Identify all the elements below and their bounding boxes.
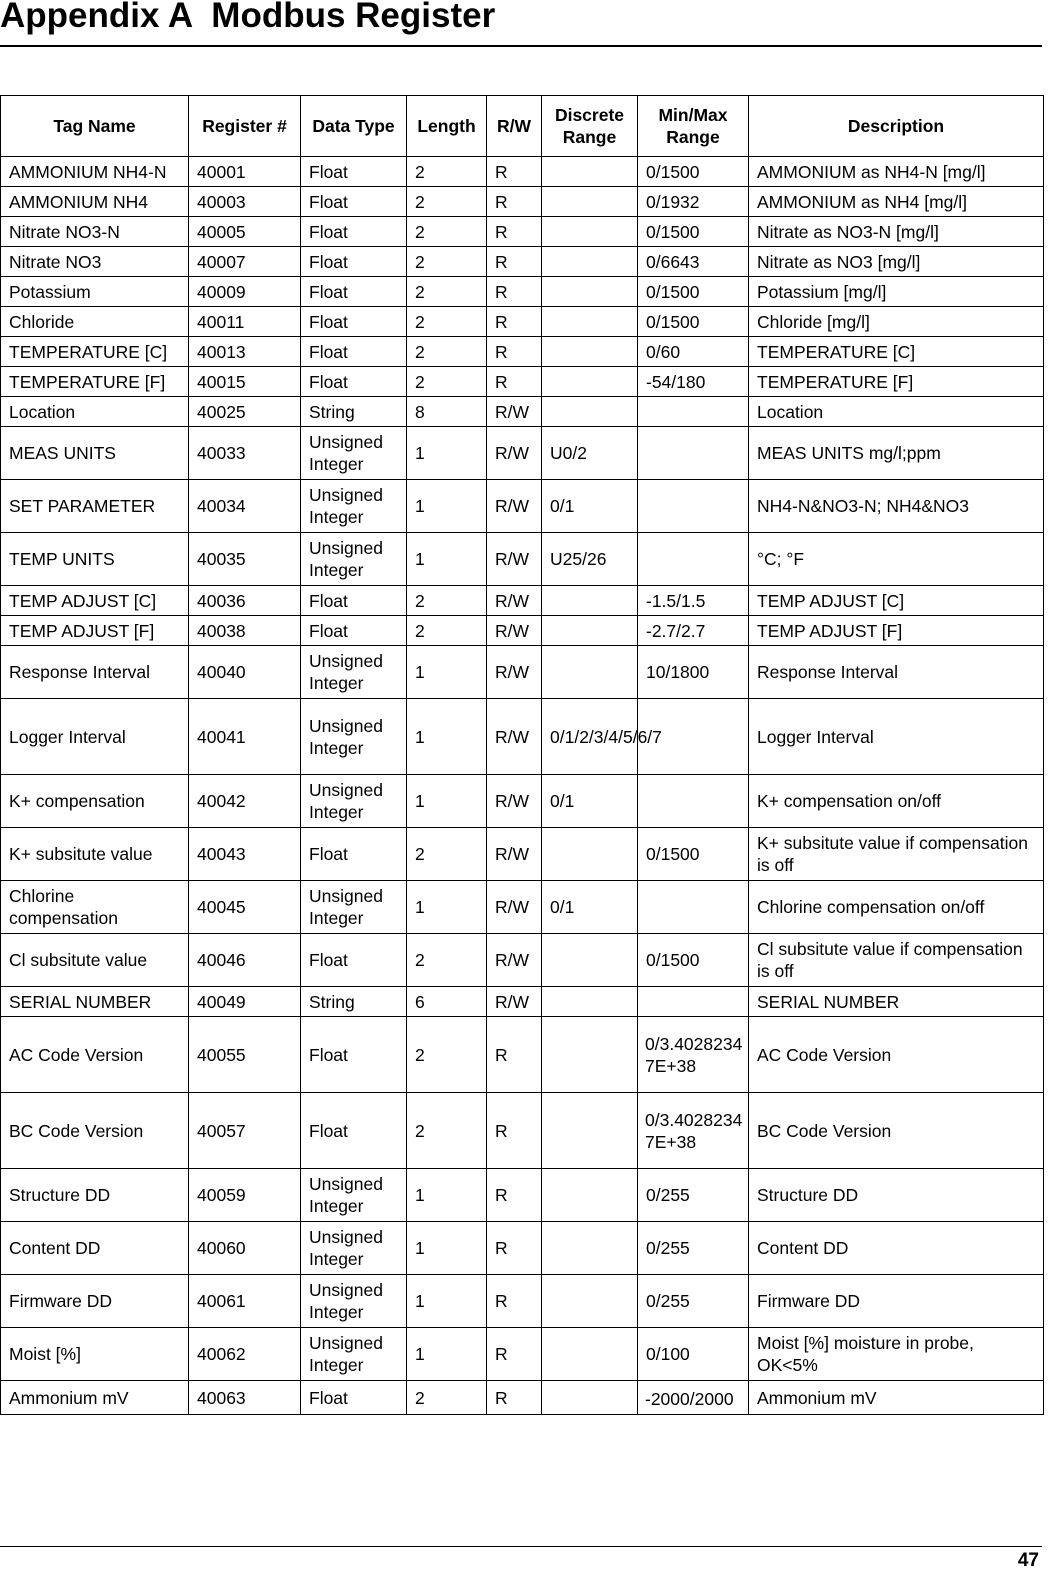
- cell-tag-name: K+ subsitute value: [1, 828, 189, 881]
- cell-min-max-range: 0/255: [638, 1169, 749, 1222]
- cell-data-type: Float: [301, 337, 407, 367]
- cell-description: Logger Interval: [749, 699, 1044, 775]
- cell-length: 1: [407, 646, 487, 699]
- cell-description: Content DD: [749, 1222, 1044, 1275]
- cell-description: Nitrate as NO3 [mg/l]: [749, 247, 1044, 277]
- cell-tag-name: TEMP UNITS: [1, 533, 189, 586]
- cell-register: 40005: [189, 217, 301, 247]
- cell-min-max-range: -54/180: [638, 367, 749, 397]
- cell-register: 40057: [189, 1093, 301, 1169]
- cell-description: °C; °F: [749, 533, 1044, 586]
- cell-length: 1: [407, 1328, 487, 1381]
- cell-discrete-range: U0/2: [542, 427, 638, 480]
- cell-tag-name: TEMP ADJUST [C]: [1, 586, 189, 616]
- table-row: [1, 699, 1044, 775]
- cell-description: K+ compensation on/off: [749, 775, 1044, 828]
- cell-data-type: Float: [301, 367, 407, 397]
- cell-tag-name: SET PARAMETER: [1, 480, 189, 533]
- cell-rw: R/W: [487, 480, 542, 533]
- cell-description: AMMONIUM as NH4 [mg/l]: [749, 187, 1044, 217]
- cell-description: Nitrate as NO3-N [mg/l]: [749, 217, 1044, 247]
- cell-min-max-range: 0/3.40282347E+38: [638, 1017, 749, 1093]
- cell-data-type: Unsigned Integer: [301, 1328, 407, 1381]
- cell-discrete-range: [542, 157, 638, 187]
- cell-description: TEMPERATURE [C]: [749, 337, 1044, 367]
- modbus-register-table: [0, 95, 1044, 1415]
- cell-register: 40003: [189, 187, 301, 217]
- cell-register: 40061: [189, 1275, 301, 1328]
- cell-rw: R/W: [487, 987, 542, 1017]
- cell-min-max-range: [638, 427, 749, 480]
- cell-tag-name: TEMP ADJUST [F]: [1, 616, 189, 646]
- cell-tag-name: Chlorine compensation: [1, 881, 189, 934]
- cell-description: Moist [%] moisture in probe, OK<5%: [749, 1328, 1044, 1381]
- cell-min-max-range: 0/1500: [638, 828, 749, 881]
- cell-min-max-range: [638, 775, 749, 828]
- cell-min-max-range: -2.7/2.7: [638, 616, 749, 646]
- cell-length: 1: [407, 881, 487, 934]
- cell-tag-name: Cl subsitute value: [1, 934, 189, 987]
- cell-min-max-range: -1.5/1.5: [638, 586, 749, 616]
- cell-description: TEMPERATURE [F]: [749, 367, 1044, 397]
- table-row: [1, 1328, 1044, 1381]
- cell-data-type: Unsigned Integer: [301, 533, 407, 586]
- cell-description: Firmware DD: [749, 1275, 1044, 1328]
- cell-discrete-range: [542, 616, 638, 646]
- table-row: [1, 1381, 1044, 1415]
- cell-discrete-range: [542, 987, 638, 1017]
- cell-tag-name: Response Interval: [1, 646, 189, 699]
- cell-register: 40038: [189, 616, 301, 646]
- cell-data-type: Float: [301, 1381, 407, 1415]
- table-row: [1, 187, 1044, 217]
- cell-min-max-range: 0/60: [638, 337, 749, 367]
- cell-tag-name: Location: [1, 397, 189, 427]
- cell-tag-name: TEMPERATURE [F]: [1, 367, 189, 397]
- cell-register: 40041: [189, 699, 301, 775]
- cell-length: 1: [407, 1222, 487, 1275]
- cell-data-type: Float: [301, 217, 407, 247]
- cell-rw: R: [487, 247, 542, 277]
- cell-length: 2: [407, 247, 487, 277]
- cell-data-type: Unsigned Integer: [301, 1169, 407, 1222]
- cell-data-type: Unsigned Integer: [301, 775, 407, 828]
- cell-discrete-range: [542, 1093, 638, 1169]
- cell-tag-name: BC Code Version: [1, 1093, 189, 1169]
- cell-length: 2: [407, 277, 487, 307]
- cell-discrete-range: [542, 1017, 638, 1093]
- cell-discrete-range: 0/1: [542, 881, 638, 934]
- table-row: [1, 533, 1044, 586]
- cell-tag-name: Potassium: [1, 277, 189, 307]
- cell-register: 40059: [189, 1169, 301, 1222]
- cell-data-type: Float: [301, 187, 407, 217]
- cell-register: 40035: [189, 533, 301, 586]
- cell-discrete-range: [542, 1381, 638, 1415]
- cell-min-max-range: 0/1500: [638, 934, 749, 987]
- cell-rw: R/W: [487, 533, 542, 586]
- cell-description: K+ subsitute value if compensation is off: [749, 828, 1044, 881]
- cell-description: TEMP ADJUST [C]: [749, 586, 1044, 616]
- cell-discrete-range: [542, 1275, 638, 1328]
- cell-min-max-range: 0/255: [638, 1275, 749, 1328]
- table-row: [1, 247, 1044, 277]
- cell-length: 1: [407, 480, 487, 533]
- cell-tag-name: Moist [%]: [1, 1328, 189, 1381]
- header-data-type: Data Type: [301, 96, 407, 157]
- cell-description: Potassium [mg/l]: [749, 277, 1044, 307]
- cell-tag-name: AMMONIUM NH4: [1, 187, 189, 217]
- cell-register: 40063: [189, 1381, 301, 1415]
- table-row: [1, 987, 1044, 1017]
- cell-rw: R: [487, 1381, 542, 1415]
- cell-data-type: String: [301, 987, 407, 1017]
- cell-length: 2: [407, 934, 487, 987]
- footer-divider: [0, 1546, 1042, 1547]
- cell-length: 2: [407, 586, 487, 616]
- cell-data-type: Float: [301, 616, 407, 646]
- cell-data-type: Float: [301, 277, 407, 307]
- cell-length: 2: [407, 217, 487, 247]
- cell-register: 40049: [189, 987, 301, 1017]
- cell-description: Chloride [mg/l]: [749, 307, 1044, 337]
- cell-register: 40013: [189, 337, 301, 367]
- cell-data-type: String: [301, 397, 407, 427]
- cell-data-type: Unsigned Integer: [301, 646, 407, 699]
- cell-discrete-range: 0/1: [542, 775, 638, 828]
- cell-tag-name: Nitrate NO3-N: [1, 217, 189, 247]
- cell-rw: R: [487, 1093, 542, 1169]
- cell-rw: R/W: [487, 934, 542, 987]
- cell-register: 40011: [189, 307, 301, 337]
- cell-register: 40001: [189, 157, 301, 187]
- header-register: Register #: [189, 96, 301, 157]
- cell-register: 40007: [189, 247, 301, 277]
- table-row: [1, 1275, 1044, 1328]
- cell-description: SERIAL NUMBER: [749, 987, 1044, 1017]
- cell-length: 2: [407, 187, 487, 217]
- cell-length: 8: [407, 397, 487, 427]
- cell-register: 40033: [189, 427, 301, 480]
- cell-discrete-range: [542, 367, 638, 397]
- cell-tag-name: Logger Interval: [1, 699, 189, 775]
- cell-length: 2: [407, 157, 487, 187]
- cell-rw: R: [487, 337, 542, 367]
- table-row: [1, 586, 1044, 616]
- table-row: [1, 1093, 1044, 1169]
- cell-discrete-range: [542, 934, 638, 987]
- cell-rw: R: [487, 1328, 542, 1381]
- cell-discrete-range: 0/1: [542, 480, 638, 533]
- cell-data-type: Unsigned Integer: [301, 1275, 407, 1328]
- cell-rw: R: [487, 157, 542, 187]
- table-row: [1, 337, 1044, 367]
- table-row: [1, 397, 1044, 427]
- cell-min-max-range: 0/6643: [638, 247, 749, 277]
- cell-rw: R: [487, 1017, 542, 1093]
- cell-discrete-range: [542, 586, 638, 616]
- cell-length: 1: [407, 533, 487, 586]
- cell-length: 2: [407, 828, 487, 881]
- header-discrete-range: Discrete Range: [542, 96, 638, 157]
- cell-discrete-range: 0/1/2/3/4/5/6/7: [542, 699, 638, 775]
- cell-min-max-range: [638, 533, 749, 586]
- cell-data-type: Float: [301, 828, 407, 881]
- header-length: Length: [407, 96, 487, 157]
- cell-data-type: Float: [301, 586, 407, 616]
- cell-description: Location: [749, 397, 1044, 427]
- cell-length: 2: [407, 367, 487, 397]
- table-row: [1, 217, 1044, 247]
- cell-discrete-range: [542, 1222, 638, 1275]
- cell-length: 1: [407, 427, 487, 480]
- header-description: Description: [749, 96, 1044, 157]
- table-row: [1, 881, 1044, 934]
- cell-length: 6: [407, 987, 487, 1017]
- cell-register: 40009: [189, 277, 301, 307]
- cell-data-type: Unsigned Integer: [301, 480, 407, 533]
- cell-description: Chlorine compensation on/off: [749, 881, 1044, 934]
- table-row: [1, 1017, 1044, 1093]
- cell-discrete-range: [542, 828, 638, 881]
- cell-min-max-range: [638, 881, 749, 934]
- cell-discrete-range: U25/26: [542, 533, 638, 586]
- cell-rw: R/W: [487, 881, 542, 934]
- header-tag-name: Tag Name: [1, 96, 189, 157]
- table-row: [1, 1222, 1044, 1275]
- cell-rw: R/W: [487, 699, 542, 775]
- cell-register: 40046: [189, 934, 301, 987]
- cell-discrete-range: [542, 1328, 638, 1381]
- cell-discrete-range: [542, 307, 638, 337]
- cell-data-type: Float: [301, 934, 407, 987]
- cell-rw: R/W: [487, 775, 542, 828]
- header-min-max-range: Min/Max Range: [638, 96, 749, 157]
- cell-min-max-range: [638, 480, 749, 533]
- cell-min-max-range: [638, 397, 749, 427]
- cell-length: 2: [407, 1381, 487, 1415]
- cell-min-max-range: 0/100: [638, 1328, 749, 1381]
- cell-tag-name: Firmware DD: [1, 1275, 189, 1328]
- cell-data-type: Float: [301, 1093, 407, 1169]
- cell-description: AMMONIUM as NH4-N [mg/l]: [749, 157, 1044, 187]
- table-row: [1, 157, 1044, 187]
- cell-register: 40040: [189, 646, 301, 699]
- cell-tag-name: AC Code Version: [1, 1017, 189, 1093]
- cell-discrete-range: [542, 337, 638, 367]
- cell-tag-name: K+ compensation: [1, 775, 189, 828]
- table-header-row: [1, 96, 1044, 157]
- cell-rw: R: [487, 1275, 542, 1328]
- cell-data-type: Unsigned Integer: [301, 699, 407, 775]
- table-row: [1, 367, 1044, 397]
- cell-rw: R: [487, 1169, 542, 1222]
- cell-rw: R/W: [487, 397, 542, 427]
- cell-rw: R/W: [487, 828, 542, 881]
- cell-length: 2: [407, 1093, 487, 1169]
- cell-register: 40045: [189, 881, 301, 934]
- cell-min-max-range: 0/1932: [638, 187, 749, 217]
- cell-min-max-range: [638, 987, 749, 1017]
- table-row: [1, 828, 1044, 881]
- cell-data-type: Float: [301, 1017, 407, 1093]
- cell-tag-name: Chloride: [1, 307, 189, 337]
- cell-rw: R: [487, 367, 542, 397]
- cell-discrete-range: [542, 277, 638, 307]
- cell-length: 2: [407, 1017, 487, 1093]
- cell-tag-name: SERIAL NUMBER: [1, 987, 189, 1017]
- cell-register: 40036: [189, 586, 301, 616]
- cell-register: 40060: [189, 1222, 301, 1275]
- cell-rw: R: [487, 217, 542, 247]
- table-body: [1, 157, 1044, 1415]
- cell-min-max-range: 0/1500: [638, 217, 749, 247]
- cell-discrete-range: [542, 1169, 638, 1222]
- cell-tag-name: Nitrate NO3: [1, 247, 189, 277]
- cell-data-type: Float: [301, 247, 407, 277]
- cell-description: Cl subsitute value if compensation is off: [749, 934, 1044, 987]
- cell-register: 40043: [189, 828, 301, 881]
- cell-length: 2: [407, 307, 487, 337]
- cell-tag-name: AMMONIUM NH4-N: [1, 157, 189, 187]
- cell-register: 40034: [189, 480, 301, 533]
- cell-data-type: Float: [301, 157, 407, 187]
- cell-tag-name: Structure DD: [1, 1169, 189, 1222]
- cell-discrete-range: [542, 217, 638, 247]
- cell-length: 1: [407, 1275, 487, 1328]
- cell-data-type: Unsigned Integer: [301, 1222, 407, 1275]
- cell-rw: R: [487, 1222, 542, 1275]
- cell-description: Structure DD: [749, 1169, 1044, 1222]
- table-row: [1, 277, 1044, 307]
- cell-register: 40025: [189, 397, 301, 427]
- cell-discrete-range: [542, 397, 638, 427]
- table-row: [1, 616, 1044, 646]
- cell-rw: R/W: [487, 427, 542, 480]
- cell-discrete-range: [542, 187, 638, 217]
- title-divider: [0, 45, 1042, 47]
- cell-tag-name: TEMPERATURE [C]: [1, 337, 189, 367]
- cell-data-type: Unsigned Integer: [301, 881, 407, 934]
- cell-register: 40042: [189, 775, 301, 828]
- table-row: [1, 307, 1044, 337]
- cell-length: 1: [407, 1169, 487, 1222]
- cell-min-max-range: 0/1500: [638, 277, 749, 307]
- table-row: [1, 934, 1044, 987]
- table-row: [1, 775, 1044, 828]
- cell-discrete-range: [542, 247, 638, 277]
- cell-description: AC Code Version: [749, 1017, 1044, 1093]
- cell-length: 1: [407, 775, 487, 828]
- header-rw: R/W: [487, 96, 542, 157]
- cell-description: Ammonium mV: [749, 1381, 1044, 1415]
- cell-register: 40055: [189, 1017, 301, 1093]
- page-title: Appendix A Modbus Register: [0, 0, 496, 35]
- cell-description: Response Interval: [749, 646, 1044, 699]
- cell-description: NH4-N&NO3-N; NH4&NO3: [749, 480, 1044, 533]
- cell-rw: R/W: [487, 646, 542, 699]
- cell-length: 2: [407, 337, 487, 367]
- cell-rw: R: [487, 307, 542, 337]
- cell-min-max-range: 0/1500: [638, 157, 749, 187]
- table-row: [1, 427, 1044, 480]
- page-number: 47: [1017, 1550, 1039, 1571]
- cell-length: 1: [407, 699, 487, 775]
- cell-min-max-range: 0/3.40282347E+38: [638, 1093, 749, 1169]
- cell-register: 40015: [189, 367, 301, 397]
- cell-description: BC Code Version: [749, 1093, 1044, 1169]
- cell-tag-name: MEAS UNITS: [1, 427, 189, 480]
- cell-length: 2: [407, 616, 487, 646]
- cell-tag-name: Content DD: [1, 1222, 189, 1275]
- cell-register: 40062: [189, 1328, 301, 1381]
- cell-description: TEMP ADJUST [F]: [749, 616, 1044, 646]
- cell-discrete-range: [542, 646, 638, 699]
- cell-data-type: Float: [301, 307, 407, 337]
- table-row: [1, 646, 1044, 699]
- cell-rw: R: [487, 187, 542, 217]
- cell-tag-name: Ammonium mV: [1, 1381, 189, 1415]
- cell-rw: R/W: [487, 616, 542, 646]
- cell-data-type: Unsigned Integer: [301, 427, 407, 480]
- cell-min-max-range: 0/255: [638, 1222, 749, 1275]
- table-row: [1, 1169, 1044, 1222]
- cell-min-max-range: 10/1800: [638, 646, 749, 699]
- cell-rw: R: [487, 277, 542, 307]
- table-row: [1, 480, 1044, 533]
- cell-rw: R/W: [487, 586, 542, 616]
- cell-min-max-range: 0/1500: [638, 307, 749, 337]
- cell-description: MEAS UNITS mg/l;ppm: [749, 427, 1044, 480]
- cell-min-max-range: -2000/2000: [638, 1381, 749, 1415]
